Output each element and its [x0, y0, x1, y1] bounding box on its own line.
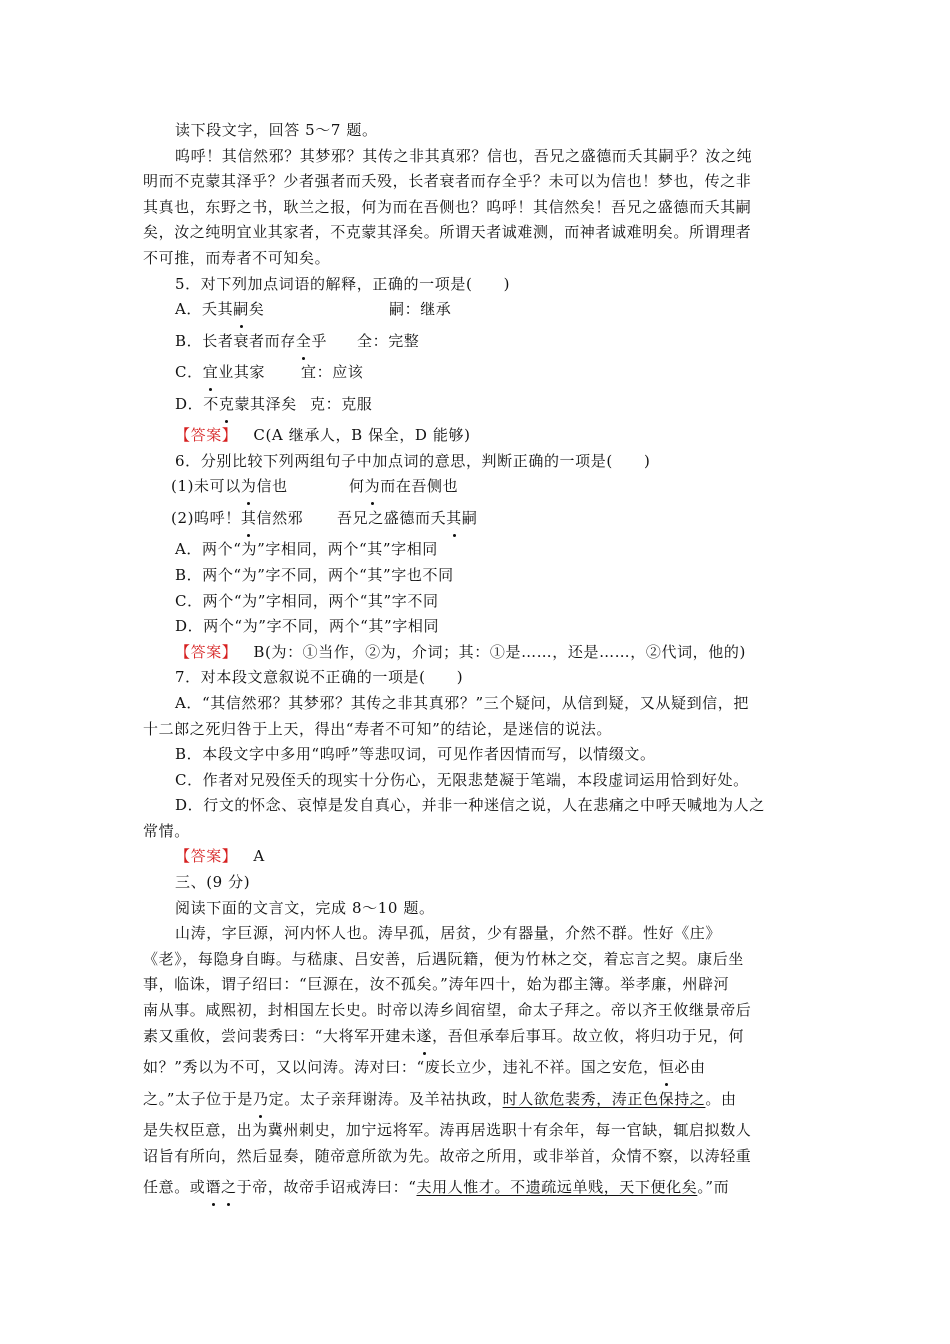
dotted-word: 之 [221, 1175, 237, 1200]
dotted-word: 乃 [253, 1087, 269, 1112]
passage-line: 事，临诛，谓子绍曰：“巨源在，汝不孤矣。”涛年四十，始为郡主簿。举孝廉，州辟河 [143, 975, 730, 994]
option-a: A．两个“为”字相同，两个“其”字相同 [175, 540, 438, 559]
passage-text: 。由 [705, 1089, 737, 1108]
passage-text: ，吾但承奉后事耳。故立攸，将归功于兄，何 [432, 1026, 745, 1045]
passage-line: 南从事。咸熙初，封相国左长史。时帝以涛乡闾宿望，命太子拜之。帝以齐王攸继景帝后 [143, 1001, 752, 1020]
option-text: 业其家 [218, 363, 266, 382]
dotted-word: 其 [446, 506, 462, 531]
answer-text: B(为：①当作，②为，介词；其：①是……，还是……，②代词，他的) [253, 642, 746, 661]
passage-text: 任意。或 [143, 1178, 206, 1197]
passage-text: 于帝，故帝手诏戒涛曰：“ [236, 1178, 417, 1197]
passage-line [143, 1175, 811, 1207]
passage-line: 山涛，字巨源，河内怀人也。涛早孤，居贫，少有器量，介然不群。性好《庄》 [175, 924, 722, 943]
dotted-word: 其 [241, 506, 257, 531]
dotted-word: 为 [241, 474, 257, 499]
option-b: B．两个“为”字不同，两个“其”字也不同 [175, 565, 454, 584]
option-text: C． [175, 363, 203, 382]
passage-line: 诏旨有所向，然后显奏，随帝意所欲为先。故帝之所用，或非举首，众情不察，以涛轻重 [143, 1146, 752, 1165]
option-text: A．夭其 [175, 300, 234, 319]
option-line: 十二郎之死归咎于上天，得出“寿者不可知”的结论，是迷信的说法。 [143, 719, 612, 738]
option-text: 矣 [248, 300, 265, 319]
underlined-sentence: 夫用人惟才。不遗疏远单贱，天下便化矣 [416, 1178, 698, 1197]
passage-text: 之。”太子位于是 [143, 1089, 253, 1108]
sentence-group-1 [143, 474, 811, 506]
option-text: B．长者衰者而存 [175, 331, 296, 350]
section-intro: 阅读下面的文言文，完成 8～10 题。 [175, 898, 435, 917]
passage-line: 呜呼！其信然邪？其梦邪？其传之非其真邪？信也，吾兄之盛德而夭其嗣乎？汝之纯 [175, 146, 753, 165]
option-b [143, 329, 811, 361]
passage-line [143, 1055, 811, 1087]
sentence-text: 信然邪 [256, 508, 304, 527]
dotted-word: 克 [219, 392, 235, 417]
option-line: D．行文的怀念、哀悼是发自真心，并非一种迷信之说，人在悲痛之中呼天喊地为人之 [175, 796, 765, 815]
passage-text: 。”而 [697, 1178, 730, 1197]
option-gloss: 全：完整 [357, 331, 420, 350]
option-c [143, 360, 811, 392]
passage-line: 不可推，而寿者不可知矣。 [143, 248, 331, 267]
answer-text: C(A 继承人，B 保全，D 能够) [253, 426, 471, 445]
answer-tag: 【答案】 [175, 426, 238, 445]
dotted-word: 嗣 [233, 297, 249, 322]
option-gloss: 嗣：继承 [389, 300, 452, 319]
sentence-group-2 [143, 506, 811, 538]
passage-line: 其真也，东野之书，耿兰之报，何为而在吾侧也？呜呼！其信然矣！吾兄之盛德而夭其嗣 [143, 197, 752, 216]
sentence-text: 信也 [256, 477, 288, 496]
underlined-sentence: 时人欲危裴秀，涛正色保持之 [502, 1089, 706, 1108]
document-page [143, 118, 811, 1207]
sentence-text: 何 [349, 477, 365, 496]
answer-row [143, 423, 811, 449]
option-a [143, 297, 811, 329]
sentence-text: (2)呜呼！ [171, 508, 241, 527]
section-heading: 三、(9 分) [175, 873, 251, 892]
dotted-word: 全 [296, 329, 312, 354]
sentence-text: (1)未可以 [171, 477, 241, 496]
passage-line [143, 1024, 811, 1056]
reading-intro: 读下段文字，回答 5～7 题。 [175, 121, 378, 139]
option-text: 蒙其泽矣 [234, 394, 297, 413]
passage-1 [143, 144, 811, 272]
passage-line: 明而不克蒙其泽乎？少者强者而夭殁，长者衰者而存全乎？未可以为信也！梦也，传之非 [143, 172, 752, 191]
question-7 [143, 665, 811, 870]
dotted-word: 宜 [203, 360, 219, 385]
dotted-word: 恒 [659, 1055, 675, 1080]
sentence-text: 嗣 [461, 508, 478, 527]
passage-line: 是失权臣意，出为冀州刺史，加宁远将军。涛再居选职十有余年，每一官缺，辄启拟数人 [143, 1121, 752, 1140]
question-5 [143, 272, 811, 449]
passage-text: 定。太子亲拜谢涛。及羊祜执政， [268, 1089, 503, 1108]
option-text: D．不 [175, 394, 219, 413]
passage-text: 必由 [674, 1058, 706, 1077]
answer-row [143, 640, 811, 666]
sentence-text: 吾兄之盛德而夭 [337, 508, 447, 527]
question-stem: 5．对下列加点词语的解释，正确的一项是( ) [175, 274, 511, 293]
passage-text: 素又重攸，尝问裴秀曰：“大将军开建未 [143, 1026, 417, 1045]
answer-text: A [253, 847, 265, 866]
option-text: 乎 [311, 331, 328, 350]
option-d [143, 392, 811, 424]
option-line: B．本段文字中多用“呜呼”等悲叹词，可见作者因情而写，以情缀文。 [175, 745, 656, 764]
answer-row [143, 844, 811, 870]
passage-text: 如？”秀以为不可，又以问涛。涛对曰：“废长立少，违礼不祥。国之安危， [143, 1058, 659, 1077]
option-line: A．“其信然邪？其梦邪？其传之非其真邪？”三个疑问，从信到疑，又从疑到信，把 [175, 693, 749, 712]
option-line: C．作者对兄殁侄夭的现实十分伤心，无限悲楚凝于笔端，本段虚词运用恰到好处。 [175, 770, 749, 789]
dotted-word: 为 [365, 474, 381, 499]
dotted-word: 遂 [416, 1024, 432, 1049]
passage-line: 矣，汝之纯明宜业其家者，不克蒙其泽矣。所谓天者诚难测，而神者诚难明矣。所谓理者 [143, 223, 752, 242]
answer-tag: 【答案】 [175, 642, 238, 661]
dotted-word: 谮 [205, 1175, 221, 1200]
passage-line: 《老》，每隐身自晦。与嵇康、吕安善，后遇阮籍，便为竹林之交，着忘言之契。康后坐 [143, 949, 744, 968]
sentence-text: 而在吾侧也 [380, 477, 459, 496]
question-6 [143, 449, 811, 666]
option-c: C．两个“为”字相同，两个“其”字不同 [175, 591, 439, 610]
option-gloss: 宜：应该 [301, 363, 364, 382]
option-d: D．两个“为”字不同，两个“其”字相同 [175, 617, 440, 636]
question-stem: 6．分别比较下列两组句子中加点词的意思，判断正确的一项是( ) [175, 451, 651, 470]
question-stem: 7．对本段文意叙说不正确的一项是( ) [175, 668, 464, 687]
option-gloss: 克：克服 [310, 394, 373, 413]
passage-line [143, 1087, 811, 1119]
option-line: 常情。 [143, 821, 190, 840]
section-3 [143, 870, 811, 1207]
answer-tag: 【答案】 [175, 847, 238, 866]
